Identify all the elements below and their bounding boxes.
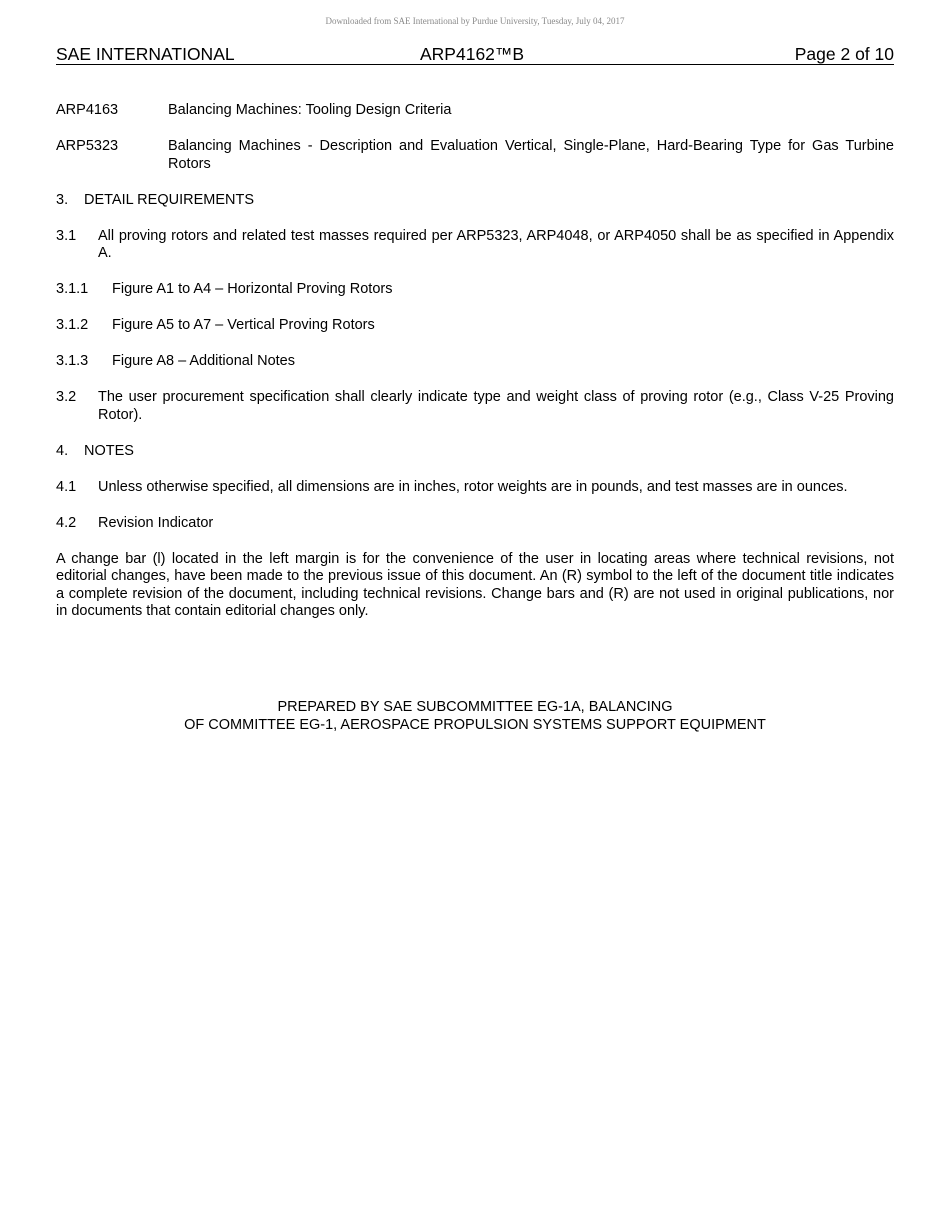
paragraph-3-1-3 <box>56 353 894 371</box>
reference-title: Balancing Machines: Tooling Design Criteria <box>168 102 452 118</box>
prepared-by-block <box>56 699 894 734</box>
reference-item <box>56 102 894 120</box>
section-title: NOTES <box>84 442 134 459</box>
paragraph-number: 4.2 <box>56 514 77 531</box>
header-organization: SAE INTERNATIONAL <box>56 44 235 64</box>
paragraph-3-2 <box>56 389 894 424</box>
paragraph-text: Figure A5 to A7 – Vertical Proving Rotors <box>112 317 375 333</box>
paragraph-number: 3.1.1 <box>56 281 89 297</box>
section-number: 4. <box>56 442 69 459</box>
paragraph-3-1-2 <box>56 317 894 335</box>
paragraph-number: 3.1.3 <box>56 353 89 369</box>
section-heading-3 <box>56 192 894 210</box>
paragraph-text: The user procurement specification shall clearly indicate type and weight class of proving rotor (e.g., Class V-25 Proving Rotor). <box>98 389 894 423</box>
paragraph-4-2 <box>56 515 894 533</box>
reference-code: ARP5323 <box>56 138 119 154</box>
paragraph-3-1-1 <box>56 281 894 299</box>
paragraph-3-1 <box>56 228 894 263</box>
prepared-by-line-2: OF COMMITTEE EG-1, AEROSPACE PROPULSION SYSTEMS SUPPORT EQUIPMENT <box>184 716 766 733</box>
paragraph-number: 3.1 <box>56 227 77 244</box>
paragraph-4-1 <box>56 479 894 497</box>
paragraph-text: Figure A1 to A4 – Horizontal Proving Rotors <box>112 281 393 297</box>
document-body <box>56 102 894 639</box>
paragraph-text: All proving rotors and related test masses required per ARP5323, ARP4048, or ARP4050 shall be as specified in Appendix A. <box>98 227 894 261</box>
paragraph-number: 3.1.2 <box>56 317 89 333</box>
reference-code: ARP4163 <box>56 102 119 118</box>
paragraph-text: Unless otherwise specified, all dimensions are in inches, rotor weights are in pounds, and test masses are in ounces. <box>98 478 848 495</box>
reference-title: Balancing Machines - Description and Evaluation Vertical, Single-Plane, Hard-Bearing Type for Gas Turbine Rotors <box>168 138 894 172</box>
header-document-number: ARP4162™B <box>420 44 525 64</box>
paragraph-number: 3.2 <box>56 389 77 405</box>
paragraph-text: Figure A8 – Additional Notes <box>112 353 295 369</box>
revision-indicator-paragraph: A change bar (l) located in the left margin is for the convenience of the user in locating areas where technical revisions, not editorial changes, have been made to the previous issue of this document. An (R) symbol to the left of the document title indicates a complete revision of the document, including technical revisions. Change bars and (R) are not used in original publications, nor in documents that contain editorial changes only. <box>56 550 894 619</box>
section-heading-4 <box>56 443 894 461</box>
paragraph-number: 4.1 <box>56 478 77 495</box>
download-watermark: Downloaded from SAE International by Purdue University, Tuesday, July 04, 2017 <box>325 16 625 26</box>
reference-item <box>56 138 894 173</box>
section-title: DETAIL REQUIREMENTS <box>84 191 254 208</box>
page-header <box>56 44 894 65</box>
paragraph-text: Revision Indicator <box>98 514 214 531</box>
section-number: 3. <box>56 191 69 208</box>
header-page-number: Page 2 of 10 <box>794 44 894 64</box>
prepared-by-line-1: PREPARED BY SAE SUBCOMMITTEE EG-1A, BALANCING <box>277 699 673 715</box>
